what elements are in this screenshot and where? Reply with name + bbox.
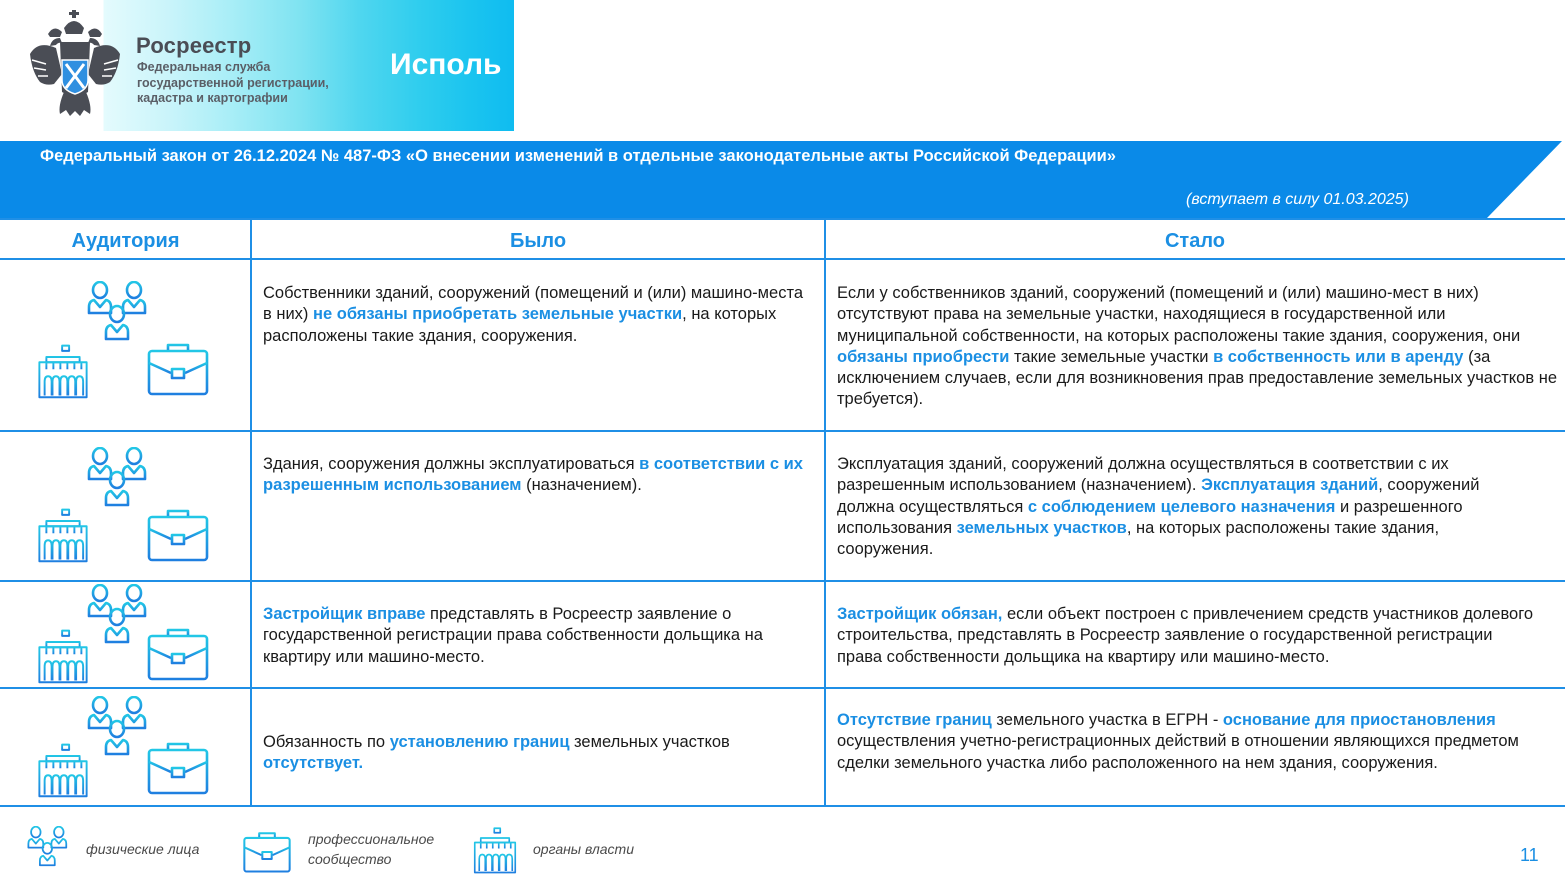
law-title: Федеральный закон от 26.12.2024 № 487-ФЗ «О внесении изменений в отдельные законодательные акты Российской Федерации» xyxy=(40,147,1116,165)
text-segment: Собственники зданий, сооружений (помещений и (или) машино-места в них) xyxy=(263,284,803,324)
briefcase-icon xyxy=(146,507,210,563)
text-segment: Эксплуатация зданий, сооружений должна осуществляться в соответствии с их разрешенным использованием (назначением). xyxy=(837,455,1449,495)
audience-icons xyxy=(30,447,220,567)
text-segment: (за исключением случаев, если для возникновения прав предоставление земельных участков не требуется). xyxy=(837,347,1557,409)
briefcase-icon xyxy=(242,830,292,874)
highlighted-text: с соблюдением целевого назначения xyxy=(1027,497,1336,516)
legend-label: сообщество xyxy=(308,851,392,867)
legend-item-individuals xyxy=(26,826,226,874)
text-segment: , на которых расположены такие здания, сооружения. xyxy=(837,518,1440,559)
audience-icons xyxy=(30,584,220,704)
highlighted-text: не обязаны приобретать земельные участки xyxy=(313,305,683,324)
brand-name: Росреестр xyxy=(136,33,252,58)
people-group-icon xyxy=(86,447,150,515)
cell-now xyxy=(837,604,1537,668)
text-segment: земельных участков xyxy=(569,733,730,751)
column-header-now: Стало xyxy=(1164,230,1226,252)
page-title-fragment: Исполь xyxy=(390,48,502,81)
page-number: 11 xyxy=(1520,845,1539,865)
government-building-icon xyxy=(34,742,92,798)
cell-now xyxy=(837,454,1507,560)
text-segment: Здания, сооружения должны эксплуатироваться xyxy=(263,455,640,473)
highlighted-text: земельных участков xyxy=(956,518,1127,537)
highlighted-text: в соответствии с их разрешенным использованием xyxy=(263,455,803,495)
briefcase-icon xyxy=(146,740,210,796)
cell-was xyxy=(263,283,815,347)
text-segment: Обязанность по xyxy=(263,733,390,751)
legend-label: профессиональное xyxy=(308,831,435,847)
people-group-icon xyxy=(86,584,150,652)
government-building-icon xyxy=(34,628,92,684)
highlighted-text: отсутствует. xyxy=(263,754,364,773)
audience-icons xyxy=(30,281,220,401)
text-segment: , на которых расположены такие здания, сооружения. xyxy=(263,305,777,345)
government-building-icon xyxy=(34,507,92,563)
highlighted-text: Застройщик обязан, xyxy=(837,605,1003,623)
text-segment: представлять в Росреестр заявление о государственной регистрации права собственности дольщика на квартиру или машино-место. xyxy=(263,605,763,666)
text-segment: Если у собственников зданий, сооружений (помещений и (или) машино-мест в них) отсутствуют права на земельные участки, находящиеся в государственной или муниципальной собственности, на которых расположены такие здания, сооружения, они xyxy=(837,284,1521,345)
legend-item-authorities xyxy=(472,826,672,874)
text-segment: если объект построен с привлечением средств участников долевого строительства, представлять в Росреестр заявление о государственной регистрации права собственности дольщика на квартиру или машино-место. xyxy=(837,605,1534,666)
row-divider xyxy=(0,687,1565,689)
cell-was xyxy=(263,604,813,668)
highlighted-text: установлению границ xyxy=(389,733,570,751)
people-group-icon xyxy=(26,826,70,872)
cell-was xyxy=(263,454,819,497)
brand-subtitle: Федеральная служба государственной регистрации, кадастра и картографии xyxy=(137,60,329,105)
column-header-audience: Аудитория xyxy=(71,230,180,252)
rosreestr-emblem-icon xyxy=(26,8,124,118)
law-effective-date: (вступает в силу 01.03.2025) xyxy=(1186,191,1409,208)
text-segment: и разрешенного использования xyxy=(837,497,1463,537)
people-group-icon xyxy=(86,281,150,349)
audience-icons xyxy=(30,696,220,816)
briefcase-icon xyxy=(146,626,210,682)
government-building-icon xyxy=(472,826,518,874)
government-building-icon xyxy=(34,343,92,399)
column-header-was: Было xyxy=(509,230,567,252)
table-border-bottom xyxy=(0,805,1565,807)
text-segment: земельного участка в ЕГРН - xyxy=(991,711,1223,729)
column-divider xyxy=(824,219,826,806)
header-banner xyxy=(0,0,514,131)
cell-was xyxy=(263,732,783,775)
cell-now xyxy=(837,283,1557,411)
highlighted-text: Эксплуатация зданий xyxy=(1201,476,1379,495)
cell-now xyxy=(837,710,1561,774)
legend-item-professional xyxy=(242,826,462,874)
text-segment: осуществления учетно-регистрационных действий в отношении являющихся предметом сделки земельного участка либо расположенного на нем здания, сооружения. xyxy=(837,732,1519,772)
highlighted-text: Застройщик вправе xyxy=(263,605,426,623)
highlighted-text: основание для приостановления xyxy=(1222,711,1496,729)
text-segment: (назначением). xyxy=(521,476,642,495)
briefcase-icon xyxy=(146,341,210,397)
highlighted-text: в собственность или в аренду xyxy=(1213,347,1464,366)
highlighted-text: обязаны приобрести xyxy=(837,347,1010,366)
legend-label: физические лица xyxy=(86,841,200,857)
row-divider xyxy=(0,430,1565,432)
people-group-icon xyxy=(86,696,150,764)
highlighted-text: Отсутствие границ xyxy=(837,711,992,729)
text-segment: такие земельные участки xyxy=(1009,347,1214,366)
text-segment: , сооружений должна осуществляться xyxy=(837,476,1480,516)
row-divider xyxy=(0,580,1565,582)
legend-label: органы власти xyxy=(533,841,634,857)
column-divider xyxy=(250,219,252,806)
